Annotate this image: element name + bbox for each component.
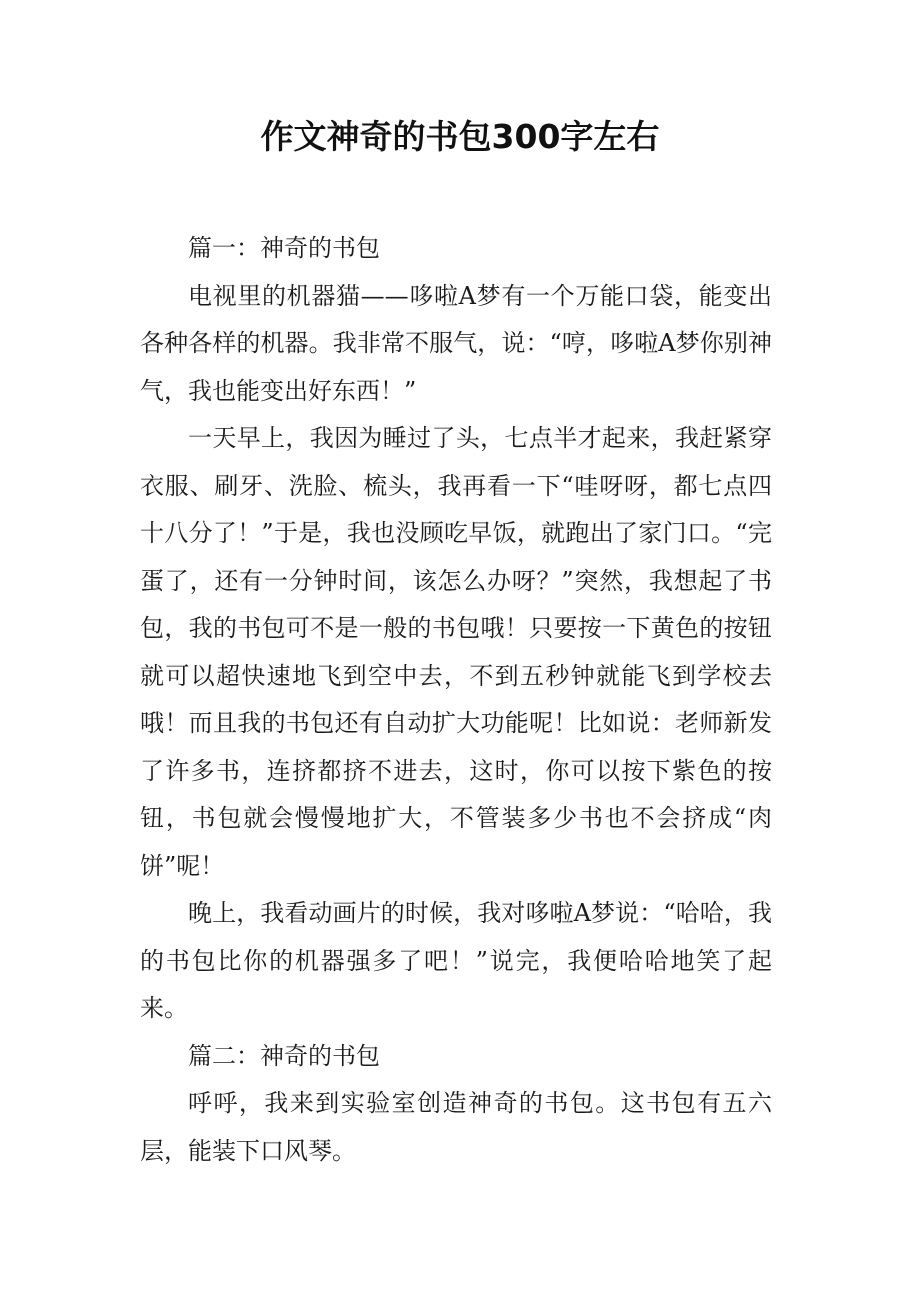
document-body: [140, 225, 772, 1175]
section-heading-2: 篇二：神奇的书包: [188, 1041, 380, 1070]
paragraph: 呼呼，我来到实验室创造神奇的书包。这书包有五六层，能装下口风琴。: [140, 1089, 772, 1165]
paragraph: 晚上，我看动画片的时候，我对哆啦A梦说：“哈哈，我的书包比你的机器强多了吧！”说完，我便哈哈地笑了起来。: [140, 899, 772, 1022]
document-title: 作文神奇的书包300字左右: [260, 117, 660, 156]
paragraph: 电视里的机器猫——哆啦A梦有一个万能口袋，能变出各种各样的机器。我非常不服气，说：“哼，哆啦A梦你别神气，我也能变出好东西！”: [140, 281, 772, 405]
section-heading-1: 篇一：神奇的书包: [188, 234, 380, 262]
paragraph: 一天早上，我因为睡过了头，七点半才起来，我赶紧穿衣服、刷牙、洗脸、梳头，我再看一下“哇呀呀，都七点四十八分了！”于是，我也没顾吃早饭，就跑出了家门口。“完蛋了，还有一分钟时间，该怎么办呀？”突然，我想起了书包，我的书包可不是一般的书包哦！只要按一下黄色的按钮就可以超快速地飞到空中去，不到五秒钟就能飞到学校去哦！而且我的书包还有自动扩大功能呢！比如说：老师新发了许多书，连挤都挤不进去，这时，你可以按下紫色的按钮，书包就会慢慢地扩大，不管装多少书也不会挤成“肉饼”呢！: [140, 424, 772, 880]
